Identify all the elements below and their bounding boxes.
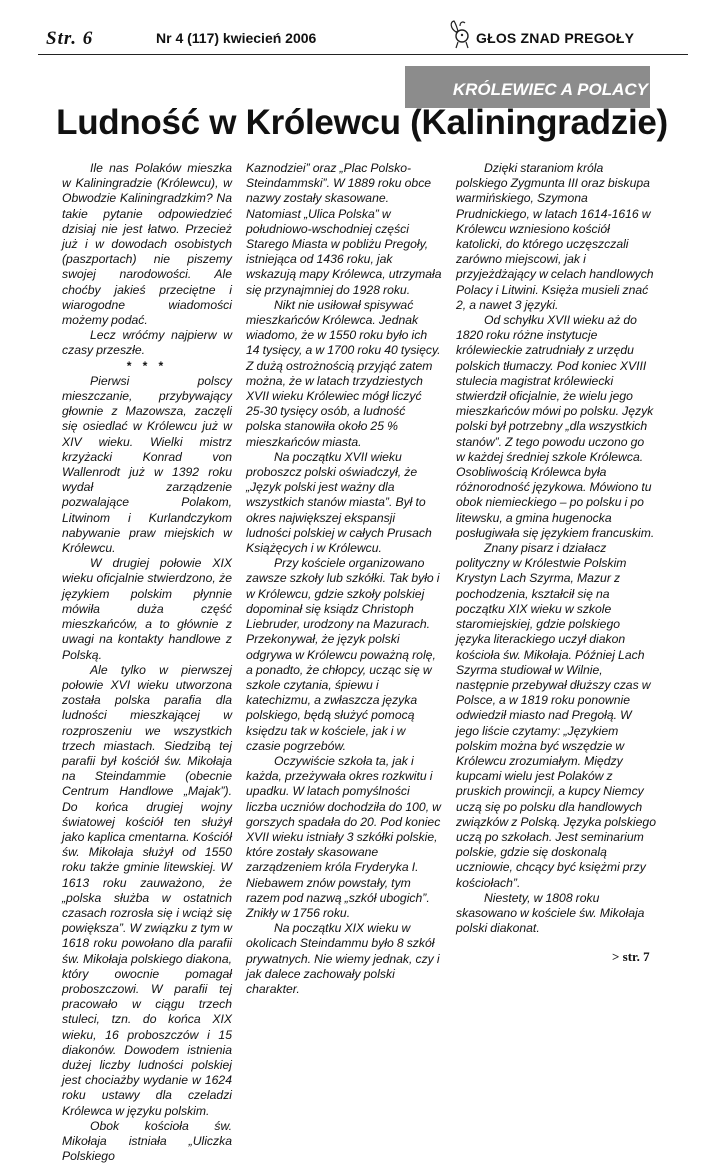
article-headline: Ludność w Królewcu (Kaliningradzie) [56,103,668,142]
article-column-3 [456,161,656,936]
continued-link[interactable]: > str. 7 [612,949,650,964]
paragraph: W drugiej połowie XIX wieku oficjalnie stwierdzono, że językiem polskim płynnie mówiła duża część mieszkańców, a to głównie z uwagi na kontakty handlowe z Polską. [62,556,232,662]
paragraph: Przy kościele organizowano zawsze szkoły lub szkółki. Tak było i w Królewcu, gdzie szkoły polskiej dopominał się ksiądz Christoph Liebruder, urodzony na Mazurach. Przekonywał, że język polski odgrywa w Królewcu poważną rolę, a ponadto, że chłopcy, ucząc się w szkole czytania, śpiewu i katechizmu, a zwłaszcza języka polskiego, będą służyć pomocą księdzu tak w kościele, jak i w czasie pogrzebów. [246,556,440,753]
page-header [38,26,688,54]
angel-logo-icon [448,20,474,50]
paragraph: Znany pisarz i działacz polityczny w Królestwie Polskim Krystyn Lach Szyrma, Mazur z pochodzenia, kształcił się na początku XIX wieku w szkole staromiejskiej, gdzie polskiego języka literackiego uczył diakon kościoła św. Mikołaja. Później Lach Szyrma studiował w Wilnie, następnie przebywał dłuższy czas w Polsce, a w 1819 roku ponownie odwiedził miasto nad Pregołą. W jego liście czytamy: „Językiem polskim można być wszędzie w Królewcu zrozumiałym. Między kupcami wielu jest Polaków z pruskich prowincji, a kupcy Niemcy uczą się po polsku dla handlowych związków z Polską. Języka polskiego uczą po szkołach. Jest seminarium polskie, gdzie się doskonalą uczniowie, chcący być księżmi przy kościołach”. [456,541,656,890]
paragraph: Dzięki staraniom króla polskiego Zygmunta III oraz biskupa warmińskiego, Szymona Prudnickiego, w latach 1614-1616 w Królewcu wzniesiono kościół katolicki, do którego uczęszczali zarówno miejscowi, jak i przyjeżdżający w celach handlowych Polacy i Litwini. Księża musieli znać 2, a nawet 3 języki. [456,161,654,312]
article-column-1 [62,161,232,1164]
paragraph: Na początku XIX wieku w okolicach Steindammu było 8 szkół prywatnych. Nie wiemy jednak, czy i jak dalece zachowały polski charakter. [246,921,440,996]
paragraph: Niestety, w 1808 roku skasowano w kościele św. Mikołaja polski diakonat. [456,890,645,936]
section-separator: * * * [126,358,168,373]
paragraph: Ile nas Polaków mieszka w Kaliningradzie (Królewcu), w Obwodzie Kaliningradzkim? Na takie pytanie odpowiedzieć dzisiaj nie jest łatwo. Przecież już i w dowodach osobistych (paszportach) nie piszemy swojej narodowości. Ale choćby jakieś przeciętne i wiarogodne wiadomości możemy podać. [62,161,232,328]
article-column-2 [246,161,442,997]
paragraph: Obok kościoła św. Mikołaja istniała „Uliczka Polskiego [62,1118,232,1164]
issue-info: Nr 4 (117) kwiecień 2006 [156,30,317,46]
paragraph: Na początku XVII wieku proboszcz polski oświadczył, że „Język polski jest ważny dla wszystkich stanów miasta”. Był to okres największej ekspansji ludności polskiej w całych Prusach Książęcych i w Królewcu. [246,449,432,556]
page-number: Str. 6 [46,28,94,49]
paragraph: Oczywiście szkoła ta, jak i każda, przeżywała okres rozkwitu i upadku. W latach pomyślności liczba uczniów dochodziła do 100, w gorszych spadała do 20. Pod koniec XVII wieku istniały 3 szkółki polskie, które zostały skasowane zarządzeniem króla Fryderyka I. Niebawem znów powstały, tym razem pod nazwą „szkół ubogich”. Znikły w 1756 roku. [246,753,441,920]
paragraph: Ale tylko w pierwszej połowie XVI wieku utworzona została polska parafia dla ludności mieszkającej w rozproszeniu we wszystkich trzech miastach. Siedzibą tej parafii był kościół św. Mikołaja na Steindammie (obecnie Centrum Handlowe „Majak”). Do końca drugiej wojny światowej kościół ten służył jako kaplica cmentarna. Kościół św. Mikołaja służył od 1550 roku także gminie litewskiej. W 1613 roku zauważono, że „polska służba w ostatnich czasach rozrosła się i wciąż się powiększa”. W związku z tym w 1618 roku powołano dla parafii św. Mikołaja polskiego diakona, który owocnie pomagał proboszczowi. W parafii tej pracowało w ciągu trzech stuleci, tzn. do końca XIX wieku, 16 proboszczów i 15 diakonów. Dowodem istnienia dużej liczby ludności polskiej jest chociażby wydanie w 1624 roku ustawy dla czeladzi Królewca w języku polskim. [62,662,232,1118]
section-title: KRÓLEWIEC A POLACY [452,80,648,99]
paragraph: Lecz wróćmy najpierw w czasy przeszłe. [62,328,232,358]
header-divider [38,54,688,55]
paragraph: Pierwsi polscy mieszczanie, przybywający głownie z Mazowsza, zaczęli się osiedlać w Królewcu już w XIV wieku. Wielki mistrz krzyżacki Konrad von Wallenrodt już w 1392 roku wydał zarządzenie pozwalające Polakom, Litwinom i Kurlandczykom nabywanie praw miejskich w Królewcu. [62,373,232,556]
paragraph: Od schyłku XVII wieku aż do 1820 roku różne instytucje królewieckie zatrudniały z urzędu polskich tłumaczy. Pod koniec XVIII stulecia magistrat królewiecki stwierdził oficjalnie, że wielu jego mieszkańców mówi po polsku. Język polski był potrzebny „dla wszystkich stanów”. Z tego powodu uczono go w każdej średniej szkole Królewca. Osobliwością Królewca była różnorodność językowa. Mówiono tu obok niemieckiego – po polsku i po litewsku, a gmina hugenocka posługiwała się językiem francuskim. [456,313,655,540]
paragraph: Nikt nie usiłował spisywać mieszkańców Królewca. Jednak wiadomo, że w 1550 roku było ich 14 tysięcy, a w 1700 roku 40 tysięcy. Z dużą ostrożnością przyjąć zatem można, że w latach trzydziestych XVII wieku Królewiec mógł liczyć 25-30 tysięcy osób, a ludność polska stanowiła około 25 % mieszkańców miasta. [246,297,441,449]
newspaper-name: GŁOS ZNAD PREGOŁY [476,30,635,46]
section-banner [405,66,650,108]
paragraph: Kaznodziei” oraz „Plac Polsko-Steindammski”. W 1889 roku obce nazwy zostały skasowane. Natomiast „Ulica Polska” w południowo-wschodniej części Starego Miasta w pobliżu Pregoły, istniejąca od 1436 roku, jak wskazują mapy Królewca, utrzymała się przynajmniej do 1928 roku. [246,161,442,297]
